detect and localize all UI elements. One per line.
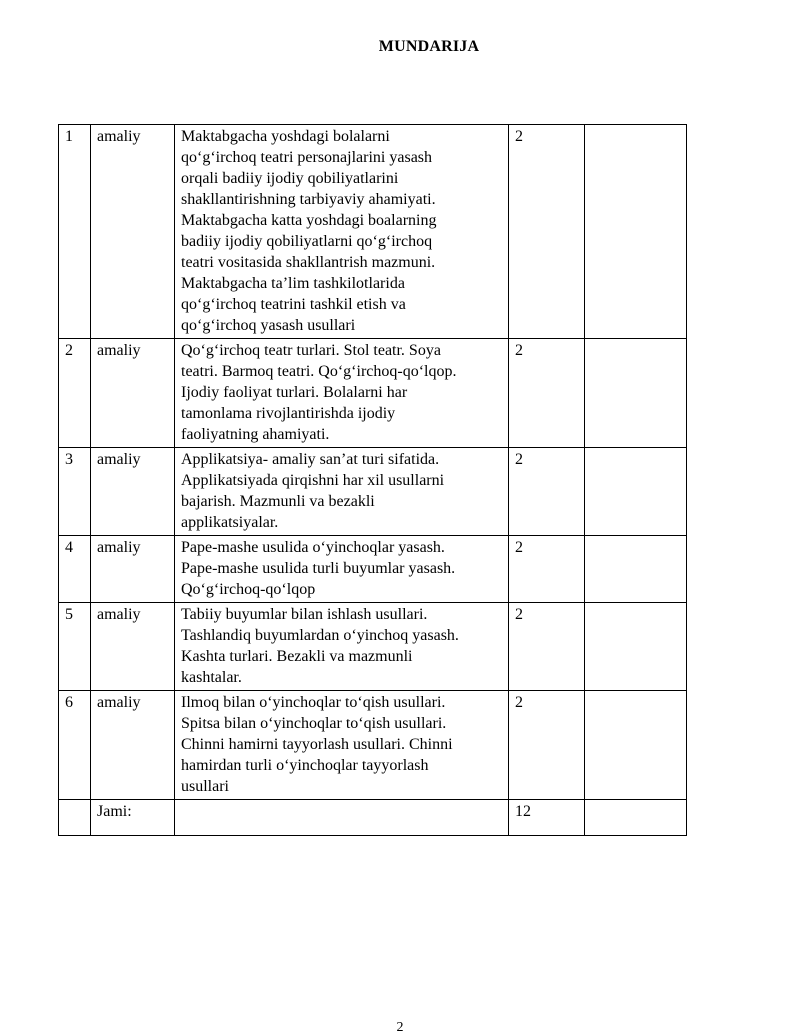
total-label: Jami: [91,800,175,836]
total-row [59,800,687,836]
hours-cell: 2 [509,125,585,339]
empty-cell [585,691,687,800]
lesson-type-cell: amaliy [91,536,175,603]
hours-cell: 2 [509,603,585,691]
table-row [59,339,687,448]
lesson-type-cell: amaliy [91,448,175,536]
hours-cell: 2 [509,691,585,800]
table-row [59,536,687,603]
empty-cell [585,448,687,536]
hours-cell: 2 [509,339,585,448]
row-number-cell: 1 [59,125,91,339]
page-number: 2 [396,1020,404,1035]
lesson-type-cell: amaliy [91,125,175,339]
row-number-cell: 2 [59,339,91,448]
row-number-cell: 4 [59,536,91,603]
empty-cell [585,125,687,339]
topic-cell: Pape-mashe usulida o‘yinchoqlar yasash. Pape-mashe usulida turli buyumlar yasash. Qo‘g‘irchoq-qo‘lqop [175,536,509,603]
empty-cell [585,339,687,448]
lesson-type-cell: amaliy [91,691,175,800]
contents-table [58,124,687,836]
empty-cell [585,603,687,691]
empty-cell [175,800,509,836]
topic-cell: Ilmoq bilan o‘yinchoqlar to‘qish usullari. Spitsa bilan o‘yinchoqlar to‘qish usullari. Chinni hamirni tayyorlash usullari. Chinni hamirdan turli o‘yinchoqlar tayyorlash usullari [175,691,509,800]
empty-cell [585,536,687,603]
empty-cell [59,800,91,836]
hours-cell: 2 [509,448,585,536]
table-row [59,125,687,339]
lesson-type-cell: amaliy [91,603,175,691]
lesson-type-cell: amaliy [91,339,175,448]
topic-cell: Tabiiy buyumlar bilan ishlash usullari. Tashlandiq buyumlardan o‘yinchoq yasash. Kashta turlari. Bezakli va mazmunli kashtalar. [175,603,509,691]
hours-cell: 2 [509,536,585,603]
topic-cell: Qo‘g‘irchoq teatr turlari. Stol teatr. Soya teatri. Barmoq teatri. Qo‘g‘irchoq-qo‘lqop. Ijodiy faoliyat turlari. Bolalarni har tamonlama rivojlantirishda ijodiy faoliyatning ahamiyati. [175,339,509,448]
topic-cell: Maktabgacha yoshdagi bolalarni qo‘g‘irchoq teatri personajlarini yasash orqali badiiy ijodiy qobiliyatlarini shakllantirishning tarbiyaviy ahamiyati. Maktabgacha katta yoshdagi boalarning badiiy ijodiy qobiliyatlarni qo‘g‘irchoq teatri vositasida shakllantrish mazmuni. Maktabgacha ta’lim tashkilotlarida qo‘g‘irchoq teatrini tashkil etish va qo‘g‘irchoq yasash usullari [175,125,509,339]
topic-cell: Applikatsiya- amaliy san’at turi sifatida. Applikatsiyada qirqishni har xil usullarni bajarish. Mazmunli va bezakli applikatsiyalar. [175,448,509,536]
total-hours: 12 [509,800,585,836]
table-row [59,603,687,691]
table-row [59,691,687,800]
row-number-cell: 3 [59,448,91,536]
empty-cell [585,800,687,836]
table-row [59,448,687,536]
page-title: MUNDARIJA [378,38,480,55]
row-number-cell: 5 [59,603,91,691]
row-number-cell: 6 [59,691,91,800]
